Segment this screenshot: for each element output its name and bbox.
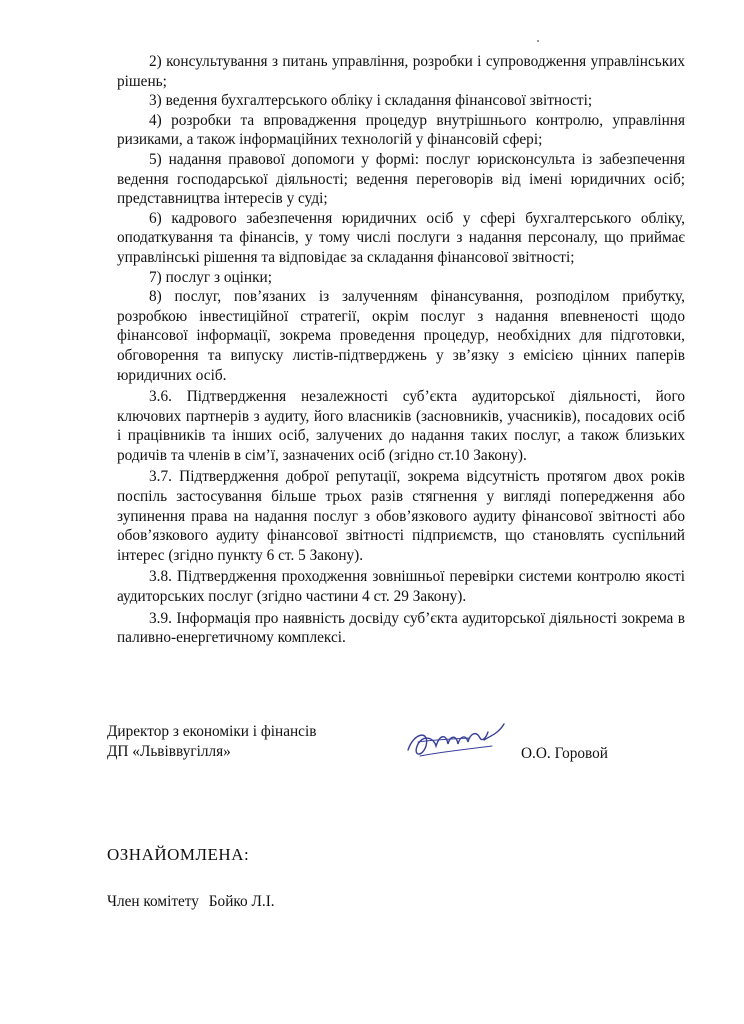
member-name: Бойко Л.І. [208,893,275,910]
signatory-organization: ДП «Львіввугілля» [107,743,231,760]
committee-member [107,893,275,911]
list-item-8: 8) послуг, пов’язаних із залученням фінансування, розподілом прибутку, розробкою інвестиційної стратегії, окрім послуг з надання впевненості щодо фінансової інформації, зокрема проведення процедур, необхідних для підготовки, обговорення та випуску листів-підтверджень у зв’язку з емісією цінних паперів юридичних осіб. [117,288,685,384]
list-item-7: 7) послуг з оцінки; [149,268,272,286]
list-item-4: 4) розробки та впровадження процедур внутрішнього контролю, управління ризиками, а також інформаційних технологій у фінансовій сфері; [117,111,685,149]
list-item-2: 2) консультування з питань управління, розробки і супроводження управлінських рішень; [117,53,685,90]
acknowledged-heading: ОЗНАЙОМЛЕНА: [107,845,250,864]
signatory-position: Директор з економіки і фінансів [107,723,317,740]
signatory-name: О.О. Горовой [521,745,608,762]
section-3-7: 3.7. Підтвердження доброї репутації, зокрема відсутність протягом двох років поспіль застосування більше трьох разів стягнення у вигляді попередження або зупинення права на надання послуг з обов’язкового аудиту фінансової звітності або обов’язкового аудиту фінансової звітності підприємств, що становлять суспільний інтерес (згідно пункту 6 ст. 5 Закону). [117,468,685,564]
handwritten-signature [400,712,510,772]
section-3-9: 3.9. Інформація про наявність досвіду суб’єкта аудиторської діяльності зокрема в паливно-енергетичному комплексі. [117,609,685,647]
member-role: Член комітету [107,893,199,910]
document-body [117,52,685,648]
section-3-8: 3.8. Підтвердження проходження зовнішньої перевірки системи контролю якості аудиторських послуг (згідно частини 4 ст. 29 Закону). [117,568,685,606]
list-item-5: 5) надання правової допомоги у формі: послуг юрисконсульта із забезпечення ведення господарської діяльності; ведення переговорів від імені юридичних осіб; представництва інтересів у суді; [117,150,685,208]
signatory-title [107,722,316,762]
scan-speck [537,40,539,42]
section-3-6: 3.6. Підтвердження незалежності суб’єкта аудиторської діяльності, його ключових партнерів з аудиту, його власників (засновників, учасників), посадових осіб і працівників та інших осіб, залучених до надання таких послуг, а також близьких родичів та членів в сім’ї, зазначених осіб (згідно ст.10 Закону). [117,388,685,464]
list-item-3: 3) ведення бухгалтерського обліку і складання фінансової звітності; [149,92,593,110]
list-item-6: 6) кадрового забезпечення юридичних осіб у сфері бухгалтерського обліку, оподаткування та фінансів, у тому числі послуги з надання персоналу, що приймає управлінські рішення та відповідає за складання фінансової звітності; [117,209,685,266]
